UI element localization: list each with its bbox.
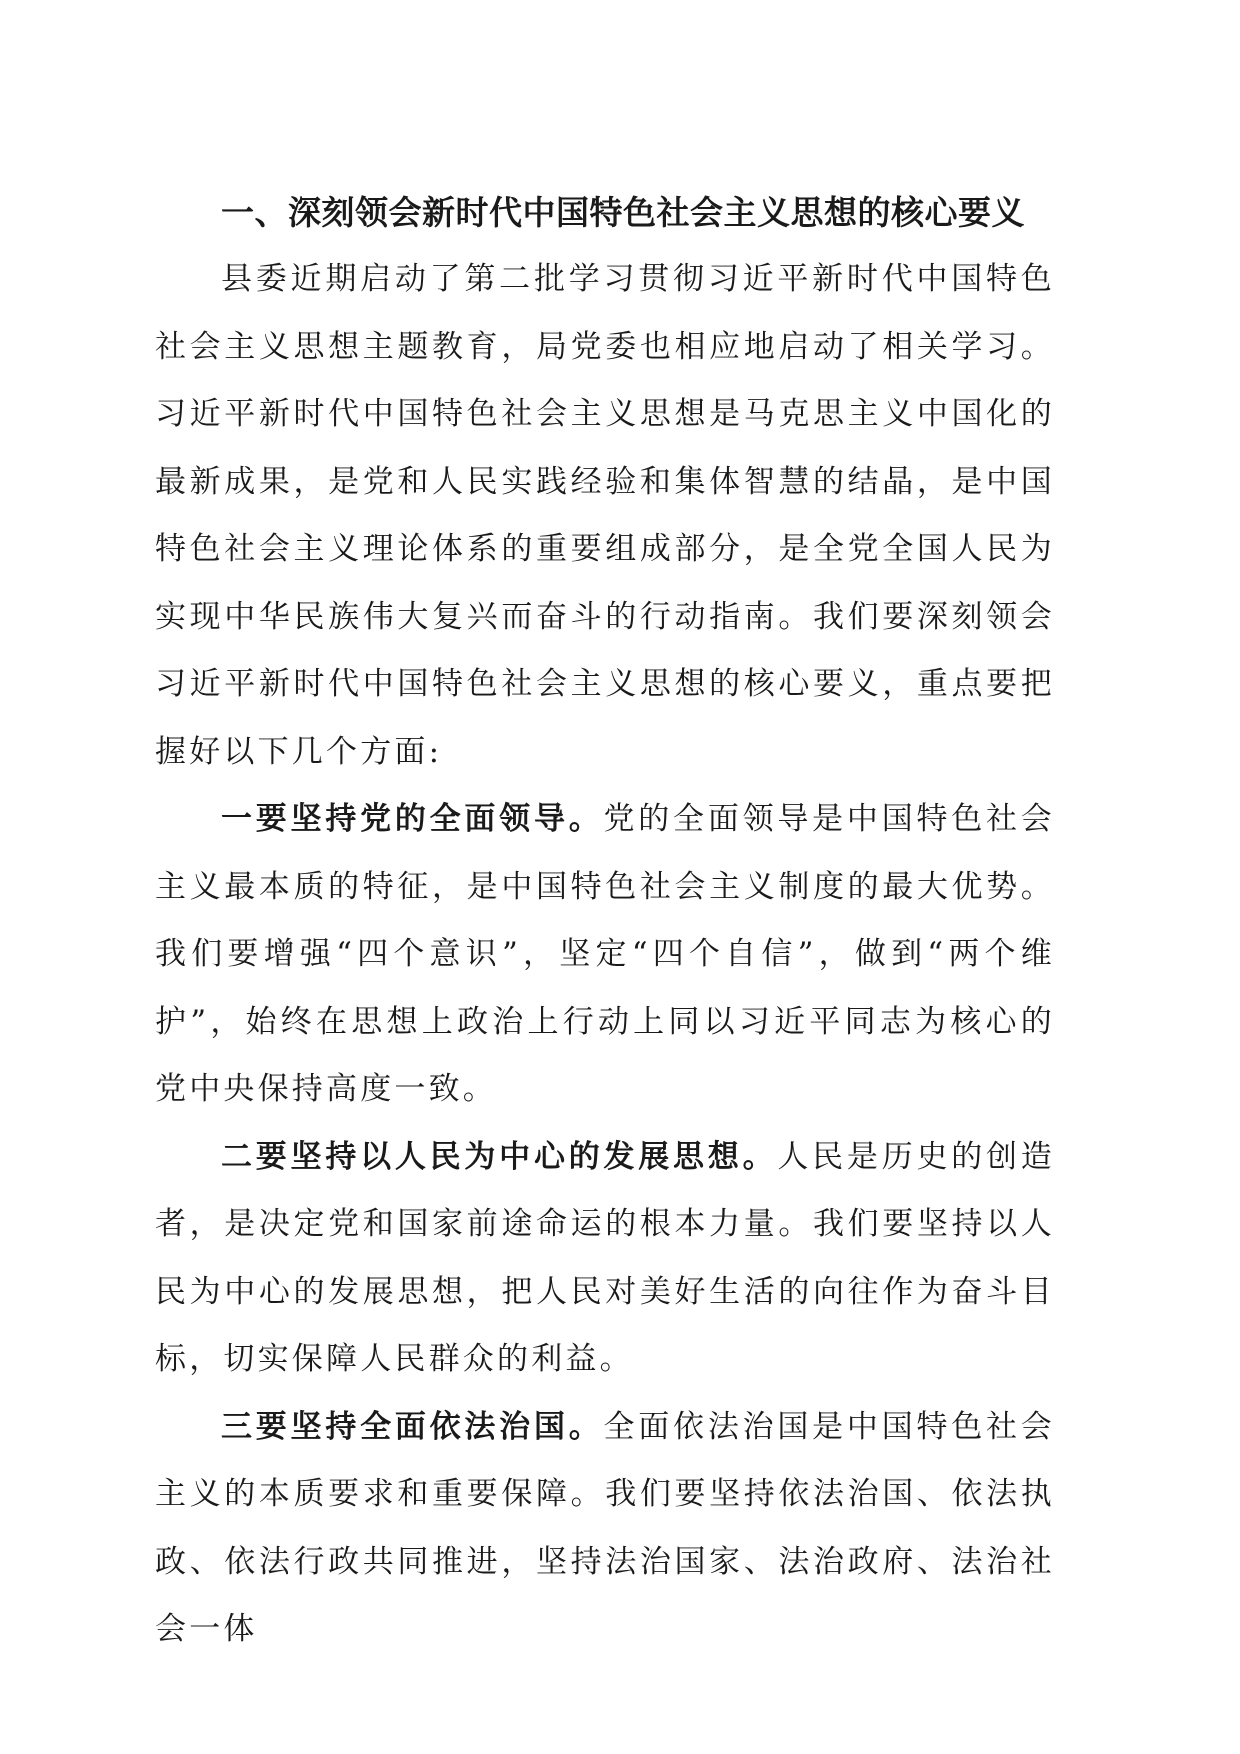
- section-heading: 一、深刻领会新时代中国特色社会主义思想的核心要义: [221, 193, 1025, 232]
- point-text-2: 人民是历史的创造者，是决定党和国家前途命运的根本力量。我们要坚持以人民为中心的发展思想，把人民对美好生活的向往作为奋斗目标，切实保障人民群众的利益。: [155, 1138, 1055, 1377]
- point-lead-2: 二要坚持以人民为中心的发展思想。: [221, 1138, 778, 1175]
- point-paragraph-3: [155, 1394, 1055, 1664]
- intro-paragraph: 县委近期启动了第二批学习贯彻习近平新时代中国特色社会主义思想主题教育，局党委也相应地启动了相关学习。习近平新时代中国特色社会主义思想是马克思主义中国化的最新成果，是党和人民实践经验和集体智慧的结晶，是中国特色社会主义理论体系的重要组成部分，是全党全国人民为实现中华民族伟大复兴而奋斗的行动指南。我们要深刻领会习近平新时代中国特色社会主义思想的核心要义，重点要把握好以下几个方面:: [155, 261, 1055, 770]
- point-text-1: 党的全面领导是中国特色社会主义最本质的特征，是中国特色社会主义制度的最大优势。我们要增强“四个意识”，坚定“四个自信”，做到“两个维护”，始终在思想上政治上行动上同以习近平同志为核心的党中央保持高度一致。: [155, 801, 1055, 1107]
- point-text-3: 全面依法治国是中国特色社会主义的本质要求和重要保障。我们要坚持依法治国、依法执政、依法行政共同推进，坚持法治国家、法治政府、法治社会一体: [155, 1408, 1055, 1647]
- document-page: [155, 180, 1055, 1664]
- point-paragraph-1: [155, 786, 1055, 1124]
- point-lead-1: 一要坚持党的全面领导。: [221, 801, 604, 837]
- point-paragraph-2: [155, 1124, 1055, 1394]
- point-lead-3: 三要坚持全面依法治国。: [221, 1408, 604, 1445]
